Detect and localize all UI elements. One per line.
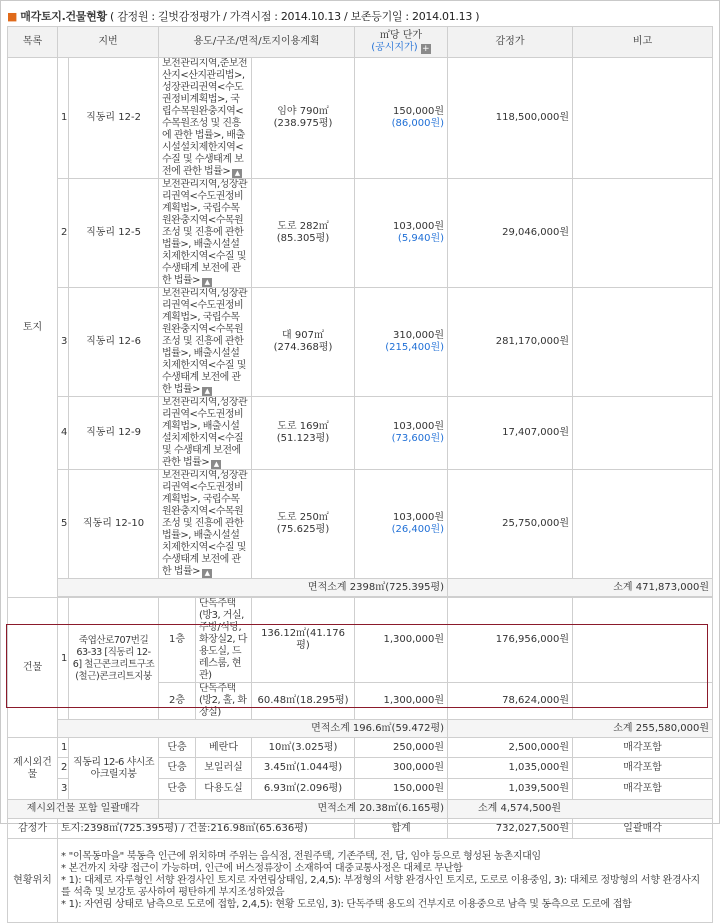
land-use-text: 보전관리지역,성장관리권역<수도권정비계획법>, 국립수목원완충지역<수목원조성 및 진흥에 관한 법률>, 배출시설설치제한지역<수질 및 수생태계 보전에 관한 법률>: [162, 179, 248, 286]
land-category: 토지: [8, 58, 58, 598]
location-label: 현황위치: [13, 874, 52, 886]
row-no: 5: [58, 470, 69, 579]
appraisal-value: 1,035,000원: [448, 758, 573, 779]
row-no: 4: [58, 397, 69, 470]
area-pyeong: (51.123평): [276, 433, 330, 444]
land-subtotal-price: 소계 471,873,000원: [448, 579, 713, 597]
location-category: [8, 839, 58, 923]
land-use-text: 보전관리지역,성장관리권역<수도권정비계획법>, 국립수목원완충지역<수목원조성 및 진흥에 관한 법률>, 배출시설설치제한지역<수질 및 수생태계 보전에 관한 법률>: [162, 470, 248, 577]
row-no: 3: [58, 779, 69, 800]
land-area: [252, 397, 355, 470]
unit-price-label: ㎡당 단가: [379, 30, 423, 41]
appraisal-value: 2,500,000원: [448, 738, 573, 758]
excluded-usage: 다용도실: [196, 779, 252, 800]
total-row: [8, 819, 713, 839]
area-sqm: 도로 282㎡: [277, 221, 329, 232]
location-row: [8, 839, 713, 923]
row-no: 1: [58, 738, 69, 758]
unit-price: [355, 288, 448, 397]
remarks-cell: 매각포함: [573, 779, 713, 800]
remarks-cell: 매각포함: [573, 738, 713, 758]
unit-price-value: 103,000원: [393, 512, 445, 523]
col-remarks: 비고: [573, 27, 713, 58]
remarks-cell: 매각포함: [573, 758, 713, 779]
area-pyeong: (238.975평): [273, 118, 333, 129]
excluded-area: 6.93㎡(2.096평): [252, 779, 355, 800]
excluded-subtotal: [8, 800, 713, 819]
total-sum-value: 732,027,500원: [448, 819, 573, 839]
unit-price-value: 310,000원: [393, 330, 445, 341]
land-subtotal-area: 면적소계 2398㎡(725.395평): [58, 579, 448, 597]
row-no: 1: [58, 58, 69, 179]
row-no: 2: [58, 179, 69, 288]
unit-price-value: 250,000원: [355, 738, 448, 758]
remarks-cell: [573, 288, 713, 397]
land-row: [8, 288, 713, 397]
excluded-area: 10㎡(3.025평): [252, 738, 355, 758]
building-category: 건물: [8, 598, 58, 738]
land-row: [8, 470, 713, 579]
appraisal-value: 118,500,000원: [448, 58, 573, 179]
appraisal-value: 25,750,000원: [448, 470, 573, 579]
appraisal-value: 176,956,000원: [448, 598, 573, 683]
total-sum-label: 합계: [355, 819, 448, 839]
row-no: 2: [58, 758, 69, 779]
unit-price-value: 150,000원: [393, 106, 445, 117]
area-sqm: 임야 790㎡: [277, 106, 329, 117]
unit-price-value: 1,300,000원: [355, 598, 448, 683]
total-remarks: 일괄매각: [573, 819, 713, 839]
public-price-label: (공시지가): [371, 42, 418, 53]
location-line: * 본건까지 차량 접근이 가능하며, 인근에 버스정류장이 소재하여 대중교통사정은 대체로 무난함: [61, 862, 463, 874]
land-use-text: 보전관리지역,준보전산지<산지관리법>, 성장관리권역<수도권정비계획법>, 국립수목원완충지역<수목원조성 및 진흥에 관한 법률>, 배출시설설치제한지역<수질 및 수생태계 보전에 관한 법률>: [162, 58, 248, 177]
land-area: [252, 470, 355, 579]
floor: 2층: [159, 683, 196, 720]
building-subtotal-area: 면적소계 196.6㎡(59.472평): [58, 720, 448, 738]
expand-plus-icon[interactable]: +: [422, 44, 430, 54]
header-bullet-icon: ■: [7, 10, 18, 23]
remarks-cell: [573, 683, 713, 720]
appraisal-value: 281,170,000원: [448, 288, 573, 397]
land-use-text: 보전관리지역,성장관리권역<수도권정비계획법>, 배출시설설치제한지역<수질 및 수생태계 보전에 관한 법률>: [162, 397, 248, 468]
unit-price: [355, 470, 448, 579]
collapse-icon[interactable]: ▲: [202, 569, 212, 578]
public-price-value: (86,000원): [391, 118, 445, 129]
land-use-plan: [159, 288, 252, 397]
lot-number: 직동리 12-9: [69, 397, 159, 470]
appraisal-meta: ( 감정원 : 길벗감정평가 / 가격시점 : 2014.10.13 / 보존등기일 : 2014.01.13 ): [110, 10, 480, 23]
remarks-cell: [573, 598, 713, 683]
excluded-subtotal-area: 면적소계 20.38㎡(6.165평): [159, 800, 448, 819]
collapse-icon[interactable]: ▲: [202, 387, 212, 396]
lot-number: 직동리 12-6: [69, 288, 159, 397]
land-area: [252, 58, 355, 179]
appraisal-value: 78,624,000원: [448, 683, 573, 720]
land-use-plan: [159, 58, 252, 179]
land-subtotal: [8, 579, 713, 597]
excluded-category: 제시외건물: [8, 738, 58, 800]
remarks-cell: [573, 58, 713, 179]
area-sqm: 도로 250㎡: [277, 512, 329, 523]
unit-price-value: 1,300,000원: [355, 683, 448, 720]
collapse-icon[interactable]: ▲: [202, 278, 212, 287]
col-unit-price: [355, 27, 448, 58]
lot-number: 직동리 12-2: [69, 58, 159, 179]
unit-price: [355, 58, 448, 179]
floors: 단층: [159, 738, 196, 758]
area-pyeong: (75.625평): [276, 524, 330, 535]
land-row: [8, 58, 713, 179]
building-usage: 단독주택(방3, 거실, 주방/식당, 화장실2, 다용도실, 드레스룸, 현관): [196, 598, 252, 683]
col-usage: 용도/구조/면적/토지이용계획: [159, 27, 355, 58]
unit-price-value: 103,000원: [393, 221, 445, 232]
excluded-area: 3.45㎡(1.044평): [252, 758, 355, 779]
building-area: 136.12㎡(41.176평): [252, 598, 355, 683]
building-row: [8, 598, 713, 683]
area-pyeong: (85.305평): [276, 233, 330, 244]
remarks-cell: [573, 470, 713, 579]
location-line: * "이목동마을" 북동측 인근에 위치하며 주위는 음식점, 전원주택, 기존주택, 전, 답, 임야 등으로 형성된 농촌지대임: [61, 850, 541, 862]
excluded-subtotal-price: 소계 4,574,500원: [448, 800, 713, 819]
col-category: 목록: [8, 27, 58, 58]
land-use-plan: [159, 179, 252, 288]
public-price-value: (73,600원): [391, 433, 445, 444]
building-subtotal: [8, 720, 713, 738]
col-appraisal: 감정가: [448, 27, 573, 58]
col-lot: 지번: [58, 27, 159, 58]
unit-price-value: 150,000원: [355, 779, 448, 800]
floor: 1층: [159, 598, 196, 683]
remarks-cell: [573, 397, 713, 470]
collapse-icon[interactable]: ▲: [232, 169, 242, 178]
building-subtotal-price: 소계 255,580,000원: [448, 720, 713, 738]
excluded-lot: 직동리 12-6 샤시조 아크릴지붕: [69, 738, 159, 800]
property-table: [7, 26, 713, 923]
appraisal-value: 1,039,500원: [448, 779, 573, 800]
lot-number: 직동리 12-10: [69, 470, 159, 579]
appraisal-value: 17,407,000원: [448, 397, 573, 470]
land-row: [8, 397, 713, 470]
excluded-note: 제시외건물 포함 일괄매각: [8, 800, 159, 819]
building-area: 60.48㎡(18.295평): [252, 683, 355, 720]
location-notes: [58, 839, 713, 923]
land-use-text: 보전관리지역,성장관리권역<수도권정비계획법>, 국립수목원완충지역<수목원조성 및 진흥에 관한 법률>, 배출시설설치제한지역<수질 및 수생태계 보전에 관한 법률>: [162, 288, 248, 395]
public-price-value: (26,400원): [391, 524, 445, 535]
area-sqm: 도로 169㎡: [277, 421, 329, 432]
unit-price-value: 103,000원: [393, 421, 445, 432]
lot-number: 직동리 12-5: [69, 179, 159, 288]
collapse-icon[interactable]: ▲: [211, 460, 221, 469]
excluded-usage: 베란다: [196, 738, 252, 758]
building-usage: 단독주택(방2, 홀, 화장실): [196, 683, 252, 720]
unit-price: [355, 397, 448, 470]
floors: 단층: [159, 779, 196, 800]
appraisal-value: 29,046,000원: [448, 179, 573, 288]
land-area: [252, 288, 355, 397]
land-area: [252, 179, 355, 288]
building-address: 죽엽산로707번길 63-33 [직동리 12-6] 철근콘크리트구조 (철근)콘크리트지붕: [69, 598, 159, 720]
public-price-value: (5,940원): [397, 233, 445, 244]
unit-price-value: 300,000원: [355, 758, 448, 779]
location-line: * 1): 대체로 자루형인 서향 완경사인 토지로 자연림상태임, 2,4,5): 부정형의 서향 완경사인 토지로, 도로로 이용중임, 3): 대체로 정방형의 서향 완경사지를 석축 및 보강토 공사하여 평탄하게 부지조성하였음: [61, 874, 700, 898]
total-summary: 토지:2398㎡(725.395평) / 건물:216.98㎡(65.636평): [58, 819, 355, 839]
land-row: [8, 179, 713, 288]
section-header: [7, 8, 479, 24]
excluded-row: [8, 738, 713, 758]
excluded-usage: 보일러실: [196, 758, 252, 779]
land-use-plan: [159, 397, 252, 470]
remarks-cell: [573, 179, 713, 288]
row-no: 3: [58, 288, 69, 397]
floors: 단층: [159, 758, 196, 779]
location-line: * 1): 자연림 상태로 남측으로 도로에 접함, 2,4,5): 현황 도로임, 3): 단독주택 용도의 건부지로 이용중으로 남측 및 동측으로 도로에 접함: [61, 898, 632, 910]
area-pyeong: (274.368평): [273, 342, 333, 353]
area-sqm: 대 907㎡: [282, 330, 324, 341]
row-no: 1: [58, 598, 69, 720]
section-title: 매각토지.건물현황: [20, 10, 107, 23]
public-price-value: (215,400원): [385, 342, 445, 353]
total-category: 감정가: [8, 819, 58, 839]
land-use-plan: [159, 470, 252, 579]
unit-price: [355, 179, 448, 288]
